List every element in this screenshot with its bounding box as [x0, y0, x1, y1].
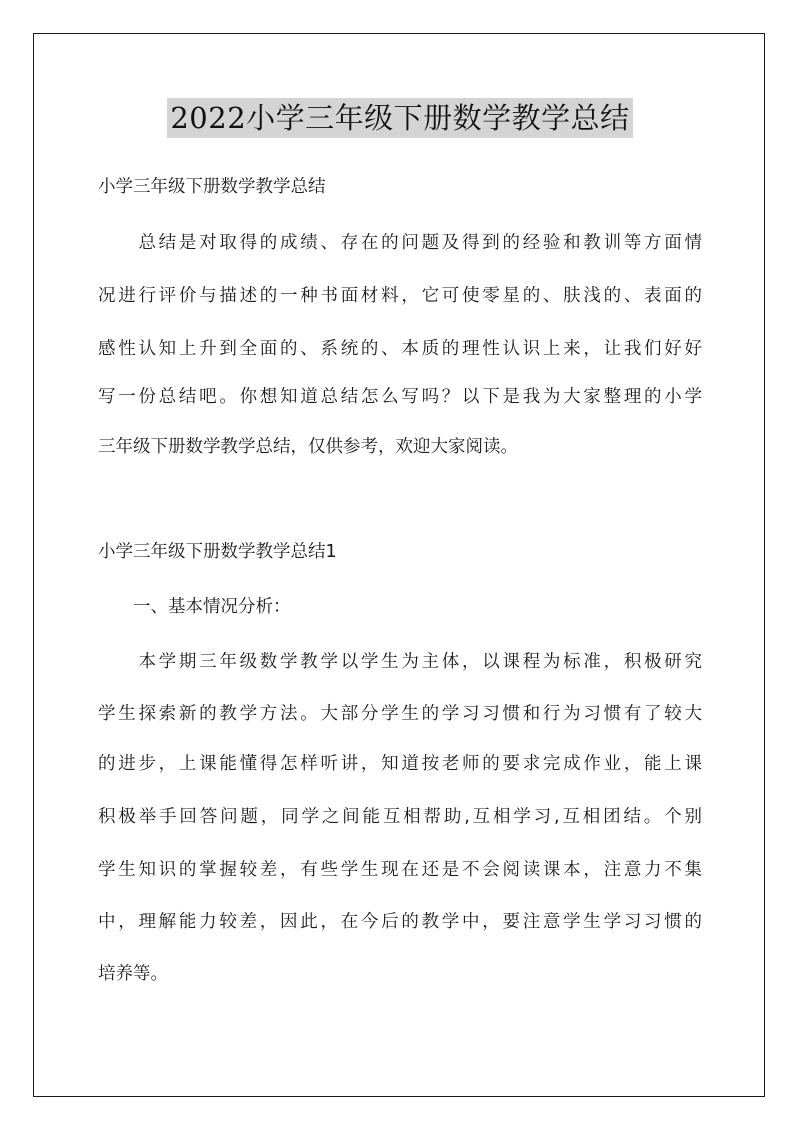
- section-subheading: 一、基本情况分析：: [98, 597, 291, 617]
- intro-line: 感性认知上升到全面的、系统的、本质的理性认识上来，让我们好好: [98, 339, 702, 359]
- document-subtitle: 小学三年级下册数学教学总结: [98, 177, 326, 197]
- section-line: 学生知识的掌握较差，有些学生现在还是不会阅读课本，注意力不集: [98, 860, 702, 880]
- intro-line: 写一份总结吧。你想知道总结怎么写吗？以下是我为大家整理的小学: [98, 387, 702, 407]
- section-heading: 小学三年级下册数学教学总结1: [98, 542, 337, 562]
- document-title: 2022小学三年级下册数学教学总结: [167, 98, 632, 138]
- section-line: 本学期三年级数学教学以学生为主体，以课程为标准，积极研究: [98, 652, 702, 672]
- section-line: 积极举手回答问题，同学之间能互相帮助,互相学习,互相团结。个别: [98, 807, 702, 827]
- intro-line: 三年级下册数学教学总结，仅供参考，欢迎大家阅读。: [98, 437, 518, 457]
- intro-line: 况进行评价与描述的一种书面材料，它可使零星的、肤浅的、表面的: [98, 286, 702, 306]
- section-line: 的进步，上课能懂得怎样听讲，知道按老师的要求完成作业，能上课: [98, 754, 702, 774]
- section-line: 中，理解能力较差，因此，在今后的教学中，要注意学生学习习惯的: [98, 912, 702, 932]
- section-line: 学生探索新的教学方法。大部分学生的学习习惯和行为习惯有了较大: [98, 704, 702, 724]
- section-line: 培养等。: [98, 964, 168, 984]
- title-container: [0, 98, 800, 138]
- intro-line: 总结是对取得的成绩、存在的问题及得到的经验和教训等方面情: [98, 233, 702, 253]
